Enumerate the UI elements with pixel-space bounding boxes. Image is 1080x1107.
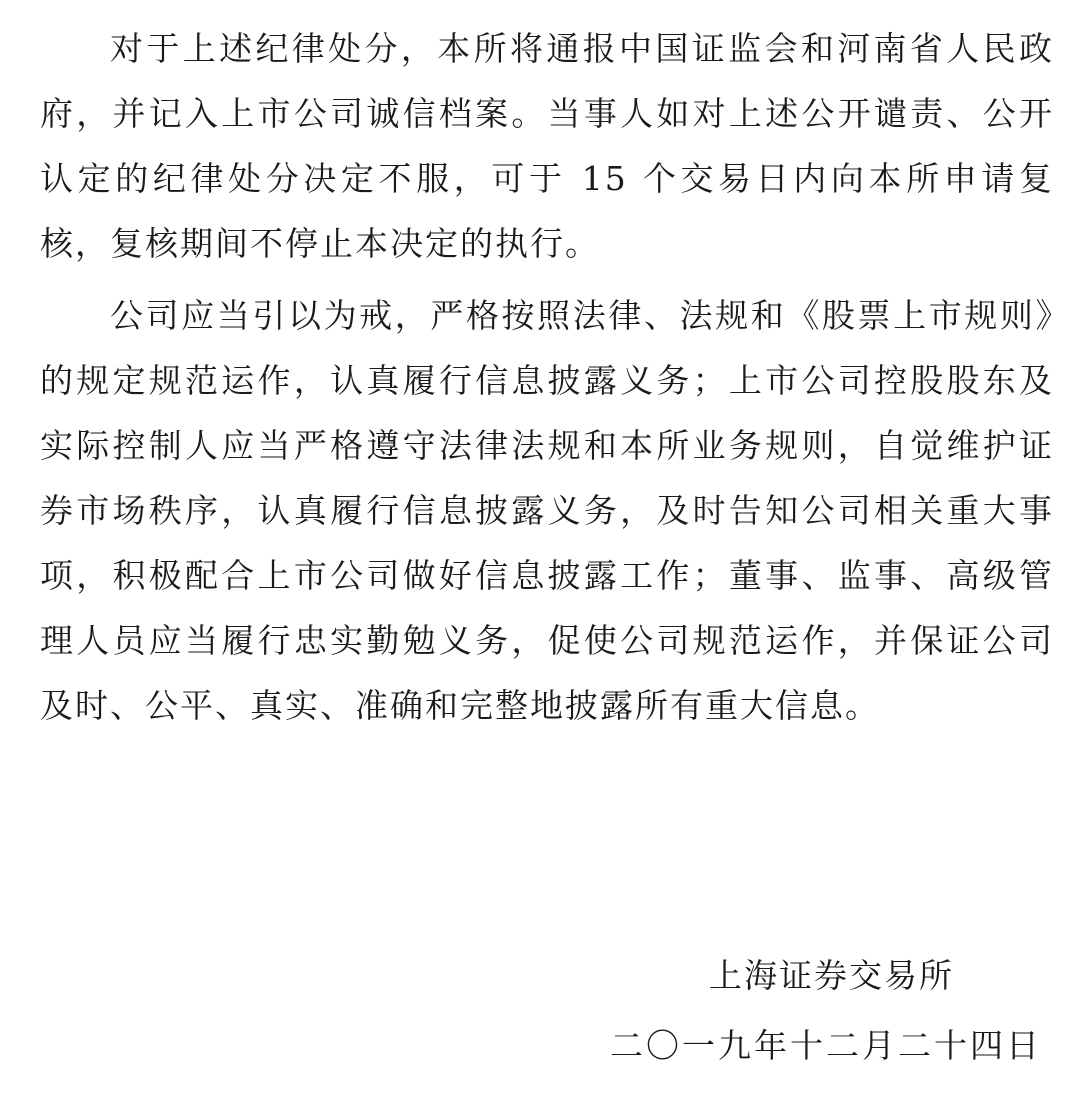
document-page [40, 0, 1054, 1107]
signature-date: 二〇一九年十二月二十四日 [610, 1026, 1042, 1065]
paragraph-compliance-requirements: 公司应当引以为戒，严格按照法律、法规和《股票上市规则》的规定规范运作，认真履行信息披露义务；上市公司控股股东及实际控制人应当严格遵守法律法规和本所业务规则，自觉维护证券市场秩序，认真履行信息披露义务，及时告知公司相关重大事项，积极配合上市公司做好信息披露工作；董事、监事、高级管理人员应当履行忠实勤勉义务，促使公司规范运作，并保证公司及时、公平、真实、准确和完整地披露所有重大信息。 [40, 296, 1054, 725]
paragraph-disciplinary-notice: 对于上述纪律处分，本所将通报中国证监会和河南省人民政府，并记入上市公司诚信档案。当事人如对上述公开谴责、公开认定的纪律处分决定不服，可于 15 个交易日内向本所申请复核，复核期间不停止本决定的执行。 [40, 29, 1054, 263]
signature-organization: 上海证券交易所 [709, 956, 954, 995]
